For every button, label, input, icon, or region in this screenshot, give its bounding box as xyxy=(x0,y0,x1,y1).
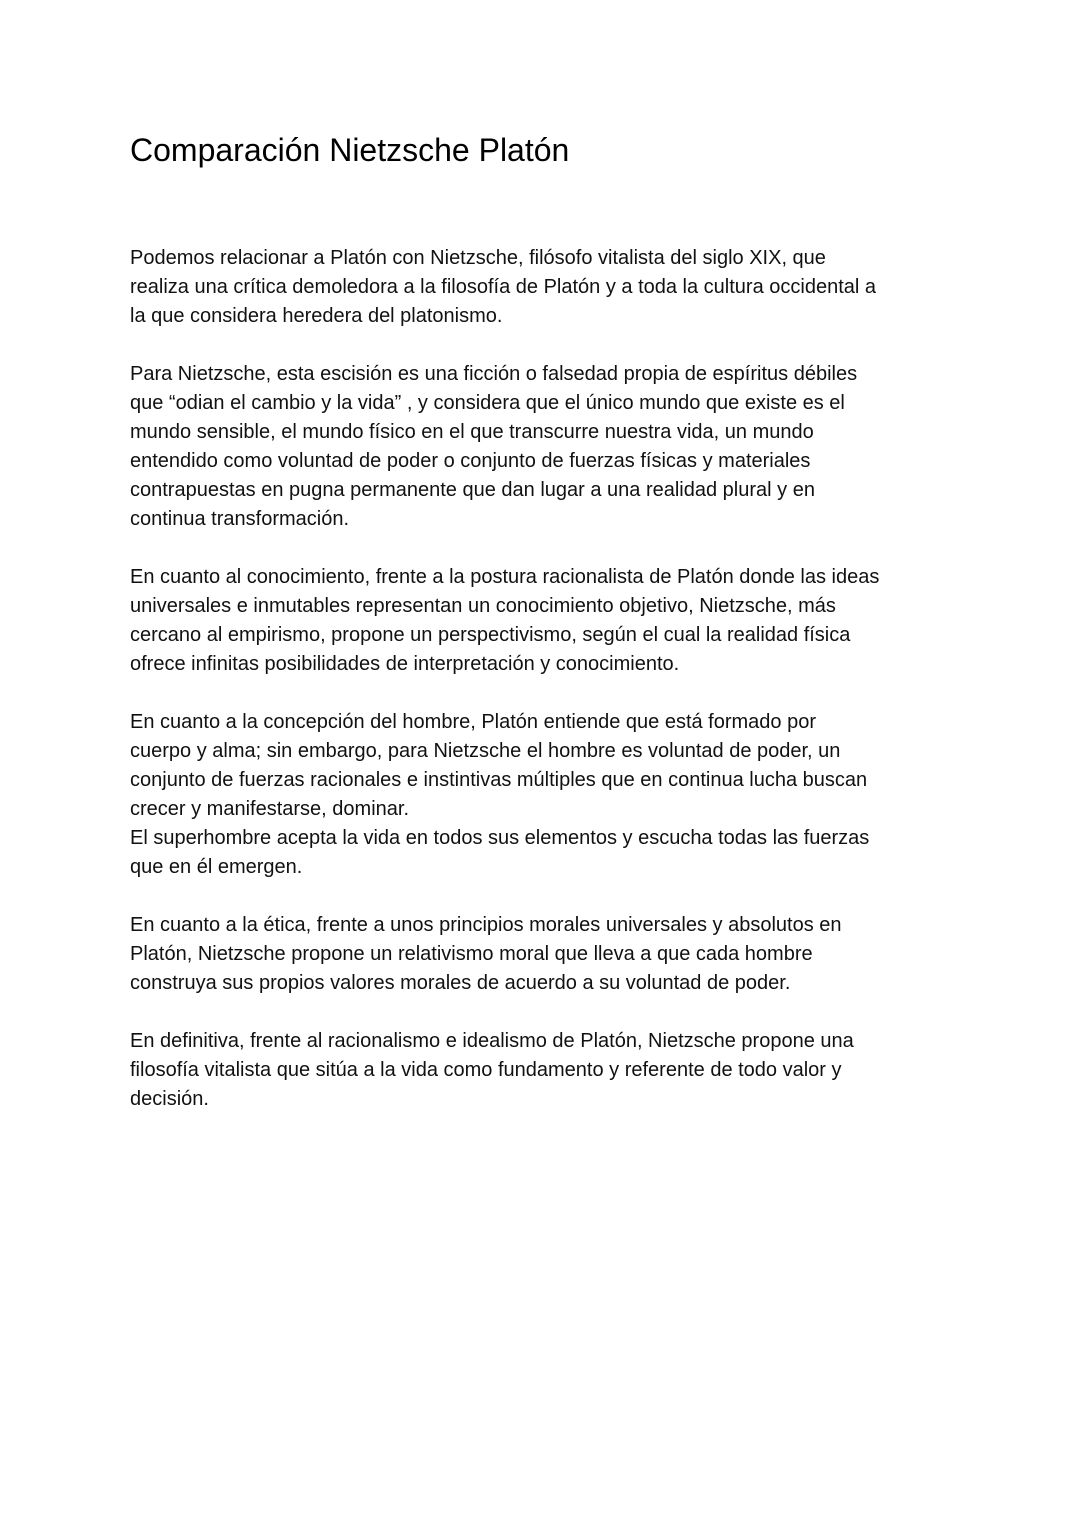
text-line: Para Nietzsche, esta escisión es una ficción o falsedad propia de espíritus débiles xyxy=(130,363,858,385)
text-line: mundo sensible, el mundo físico en el que transcurre nuestra vida, un mundo xyxy=(130,421,814,443)
text-line: Podemos relacionar a Platón con Nietzsche, filósofo vitalista del siglo XIX, que xyxy=(130,247,826,269)
text-line: En cuanto al conocimiento, frente a la postura racionalista de Platón donde las ideas xyxy=(130,566,880,588)
paragraph-intro xyxy=(130,244,960,331)
text-line: continua transformación. xyxy=(130,508,350,530)
text-line: En cuanto a la concepción del hombre, Platón entiende que está formado por xyxy=(130,711,817,733)
text-line: En cuanto a la ética, frente a unos principios morales universales y absolutos en xyxy=(130,914,842,936)
text-line: realiza una crítica demoledora a la filosofía de Platón y a toda la cultura occidental a xyxy=(130,276,876,298)
document-body xyxy=(130,244,960,1143)
text-line: cercano al empirismo, propone un perspectivismo, según el cual la realidad física xyxy=(130,624,851,646)
paragraph-etica xyxy=(130,911,960,998)
text-line: decisión. xyxy=(130,1088,209,1110)
text-line: que en él emergen. xyxy=(130,856,303,878)
text-line: universales e inmutables representan un conocimiento objetivo, Nietzsche, más xyxy=(130,595,836,617)
page-title: Comparación Nietzsche Platón xyxy=(130,132,570,168)
text-line: ofrece infinitas posibilidades de interpretación y conocimiento. xyxy=(130,653,680,675)
text-line: crecer y manifestarse, dominar. xyxy=(130,798,409,820)
text-line: filosofía vitalista que sitúa a la vida como fundamento y referente de todo valor y xyxy=(130,1059,842,1081)
text-line: cuerpo y alma; sin embargo, para Nietzsche el hombre es voluntad de poder, un xyxy=(130,740,841,762)
paragraph-conclusion xyxy=(130,1027,960,1114)
text-line: contrapuestas en pugna permanente que dan lugar a una realidad plural y en xyxy=(130,479,815,501)
text-line: la que considera heredera del platonismo. xyxy=(130,305,503,327)
text-line: En definitiva, frente al racionalismo e idealismo de Platón, Nietzsche propone una xyxy=(130,1030,854,1052)
text-line: entendido como voluntad de poder o conjunto de fuerzas físicas y materiales xyxy=(130,450,811,472)
paragraph-escision xyxy=(130,360,960,534)
text-line: que “odian el cambio y la vida” , y considera que el único mundo que existe es el xyxy=(130,392,845,414)
text-line: construya sus propios valores morales de acuerdo a su voluntad de poder. xyxy=(130,972,791,994)
paragraph-conocimiento xyxy=(130,563,960,679)
text-line: El superhombre acepta la vida en todos sus elementos y escucha todas las fuerzas xyxy=(130,827,870,849)
text-line: Platón, Nietzsche propone un relativismo moral que lleva a que cada hombre xyxy=(130,943,813,965)
text-line: conjunto de fuerzas racionales e instintivas múltiples que en continua lucha buscan xyxy=(130,769,868,791)
paragraph-hombre xyxy=(130,708,960,882)
